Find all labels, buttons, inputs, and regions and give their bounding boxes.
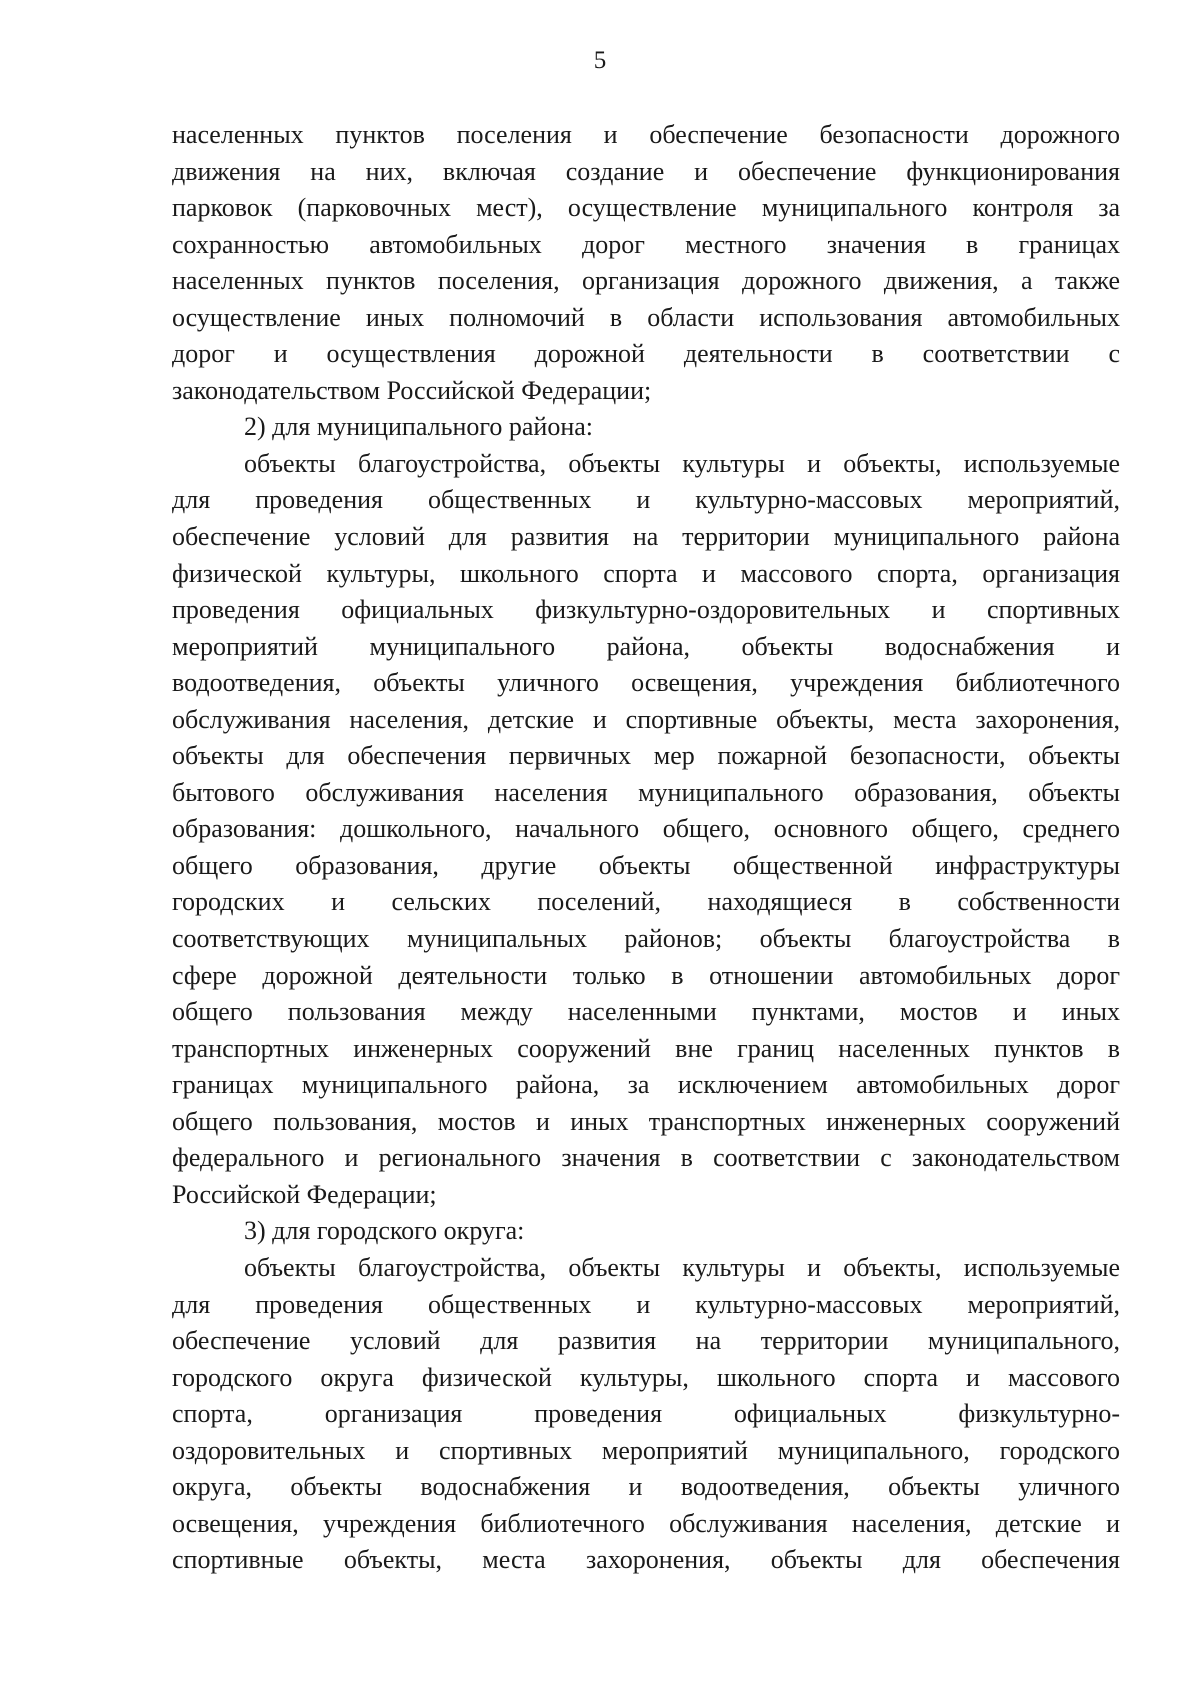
text-line: обеспечение условий для развития на территории муниципального, — [172, 1326, 1120, 1356]
text-line: освещения, учреждения библиотечного обслуживания населения, детские и — [172, 1508, 1120, 1538]
text-line: водоотведения, объекты уличного освещения, учреждения библиотечного — [172, 668, 1120, 698]
text-line: для проведения общественных и культурно-массовых мероприятий, — [172, 485, 1120, 515]
text-line: соответствующих муниципальных районов; объекты благоустройства в — [172, 924, 1120, 954]
text-line: образования: дошкольного, начального общего, основного общего, среднего — [172, 814, 1120, 844]
text-line: объекты благоустройства, объекты культуры и объекты, используемые — [244, 1252, 1120, 1282]
text-line: населенных пунктов поселения, организация дорожного движения, а также — [172, 266, 1120, 296]
text-line: обслуживания населения, детские и спортивные объекты, места захоронения, — [172, 704, 1120, 734]
text-line: городского округа физической культуры, школьного спорта и массового — [172, 1362, 1120, 1392]
page-number: 5 — [593, 47, 607, 74]
text-line: транспортных инженерных сооружений вне границ населенных пунктов в — [172, 1033, 1120, 1063]
text-line: движения на них, включая создание и обеспечение функционирования — [172, 156, 1120, 186]
text-line: спорта, организация проведения официальных физкультурно- — [172, 1399, 1120, 1429]
text-line: 3) для городского округа: — [244, 1216, 525, 1246]
text-line: округа, объекты водоснабжения и водоотведения, объекты уличного — [172, 1472, 1120, 1502]
text-line: законодательством Российской Федерации; — [172, 375, 652, 405]
text-line: физической культуры, школьного спорта и массового спорта, организация — [172, 558, 1120, 588]
text-line: общего образования, другие объекты общественной инфраструктуры — [172, 850, 1120, 880]
text-line: Российской Федерации; — [172, 1179, 437, 1209]
text-line: федерального и регионального значения в соответствии с законодательством — [172, 1143, 1120, 1173]
text-line: сохранностью автомобильных дорог местного значения в границах — [172, 229, 1120, 259]
text-line: осуществление иных полномочий в области использования автомобильных — [172, 302, 1120, 332]
text-line: общего пользования, мостов и иных транспортных инженерных сооружений — [172, 1106, 1120, 1136]
text-line: парковок (парковочных мест), осуществление муниципального контроля за — [172, 193, 1120, 223]
text-line: объекты благоустройства, объекты культуры и объекты, используемые — [244, 448, 1120, 478]
text-line: мероприятий муниципального района, объекты водоснабжения и — [172, 631, 1120, 661]
text-line: границах муниципального района, за исключением автомобильных дорог — [172, 1070, 1120, 1100]
text-line: для проведения общественных и культурно-массовых мероприятий, — [172, 1289, 1120, 1319]
text-line: населенных пунктов поселения и обеспечение безопасности дорожного — [172, 120, 1120, 149]
text-line: городских и сельских поселений, находящиеся в собственности — [172, 887, 1120, 917]
text-line: спортивные объекты, места захоронения, объекты для обеспечения — [172, 1545, 1120, 1575]
text-line: обеспечение условий для развития на территории муниципального района — [172, 522, 1120, 552]
text-line: сфере дорожной деятельности только в отношении автомобильных дорог — [172, 960, 1120, 990]
text-line: объекты для обеспечения первичных мер пожарной безопасности, объекты — [172, 741, 1120, 771]
text-line: 2) для муниципального района: — [244, 412, 594, 442]
text-line: дорог и осуществления дорожной деятельности в соответствии с — [172, 339, 1120, 369]
text-line: бытового обслуживания населения муниципального образования, объекты — [172, 777, 1120, 807]
text-line: оздоровительных и спортивных мероприятий муниципального, городского — [172, 1435, 1120, 1465]
text-line: проведения официальных физкультурно-оздоровительных и спортивных — [172, 595, 1120, 625]
text-line: общего пользования между населенными пунктами, мостов и иных — [172, 997, 1120, 1027]
document-body — [172, 117, 1120, 1579]
